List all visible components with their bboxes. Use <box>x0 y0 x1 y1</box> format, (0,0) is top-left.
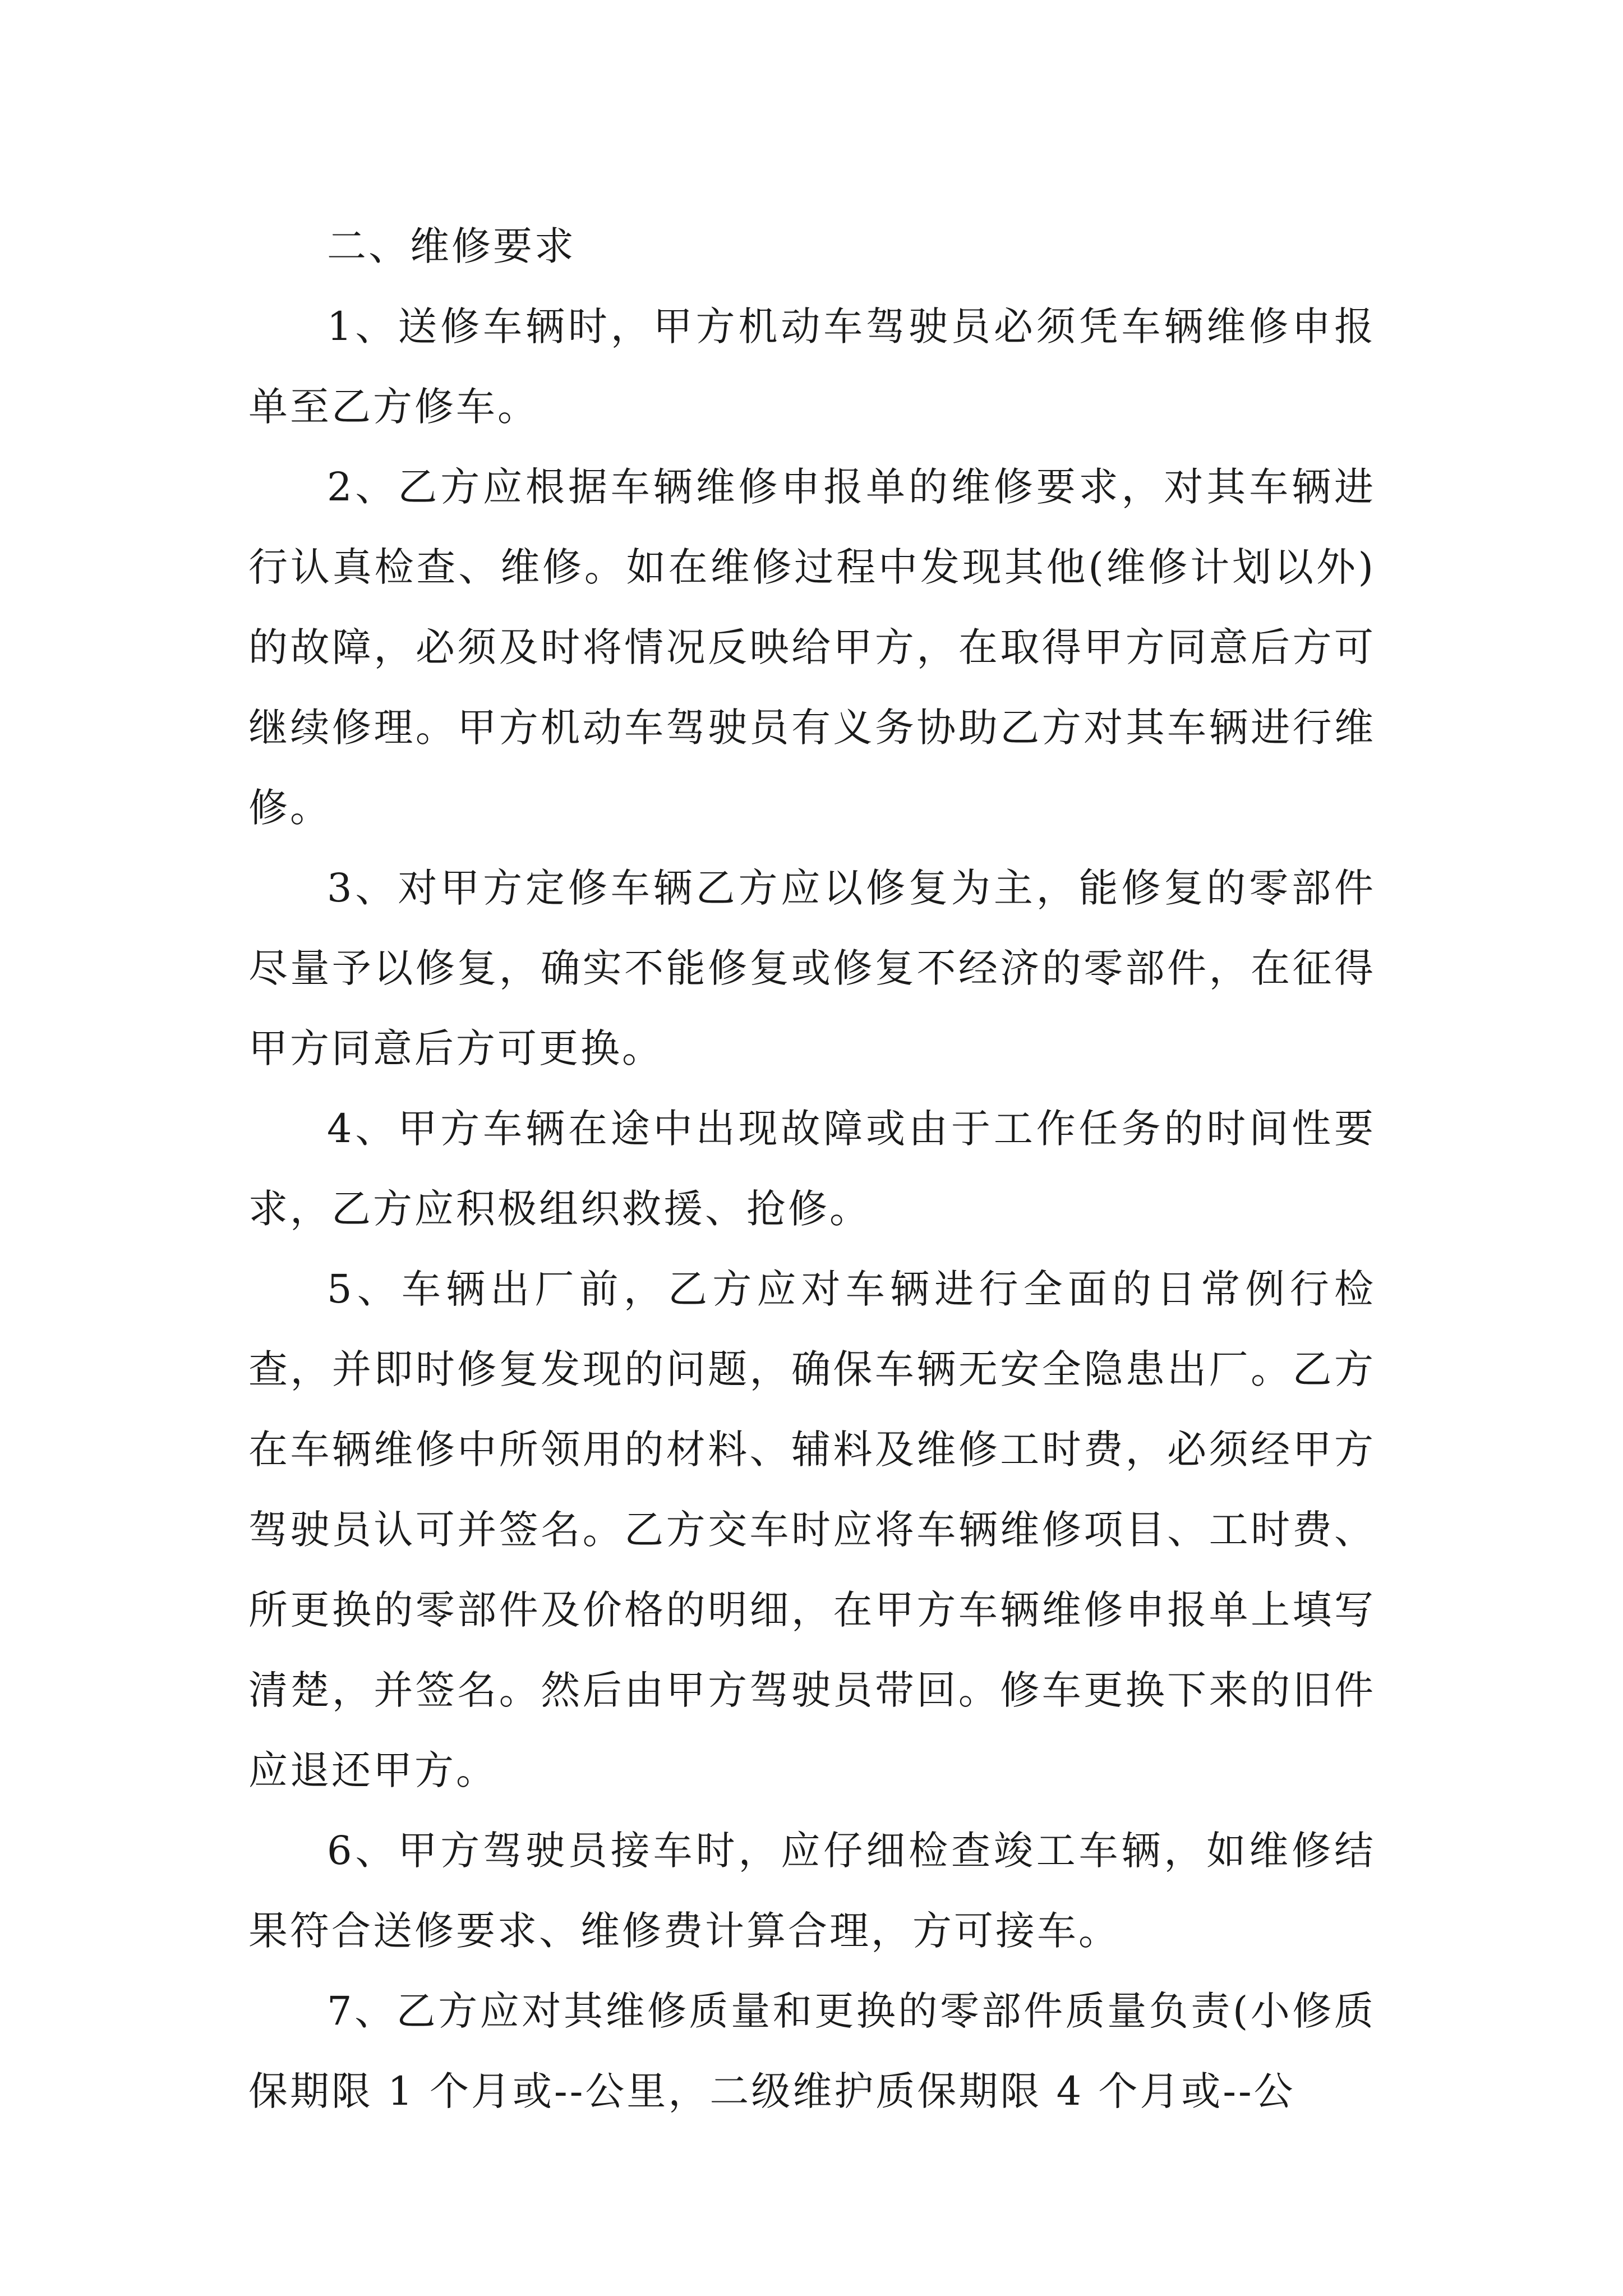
paragraph-6: 6、甲方驾驶员接车时，应仔细检查竣工车辆，如维修结果符合送修要求、维修费计算合理，方可接车。 <box>248 1828 1376 1954</box>
paragraph-1: 1、送修车辆时，甲方机动车驾驶员必须凭车辆维修申报单至乙方修车。 <box>248 303 1376 430</box>
paragraph-2: 2、乙方应根据车辆维修申报单的维修要求，对其车辆进行认真检查、维修。如在维修过程中发现其他(维修计划以外)的故障，必须及时将情况反映给甲方，在取得甲方同意后方可继续修理。甲方机动车驾驶员有义务协助乙方对其车辆进行维修。 <box>248 464 1376 831</box>
section-heading: 二、维修要求 <box>327 223 576 269</box>
paragraph-3: 3、对甲方定修车辆乙方应以修复为主，能修复的零部件尽量予以修复，确实不能修复或修复不经济的零部件，在征得甲方同意后方可更换。 <box>248 865 1376 1071</box>
paragraph-5: 5、车辆出厂前，乙方应对车辆进行全面的日常例行检查，并即时修复发现的问题，确保车辆无安全隐患出厂。乙方在车辆维修中所领用的材料、辅料及维修工时费，必须经甲方驾驶员认可并签名。乙方交车时应将车辆维修项目、工时费、所更换的零部件及价格的明细，在甲方车辆维修申报单上填写清楚，并签名。然后由甲方驾驶员带回。修车更换下来的旧件应退还甲方。 <box>248 1266 1376 1793</box>
document-body <box>248 206 1376 2132</box>
paragraph-7: 7、乙方应对其维修质量和更换的零部件质量负责(小修质保期限 1 个月或--公里，二级维护质保期限 4 个月或--公 <box>248 1988 1376 2114</box>
paragraph-4: 4、甲方车辆在途中出现故障或由于工作任务的时间性要求，乙方应积极组织救援、抢修。 <box>248 1106 1376 1232</box>
